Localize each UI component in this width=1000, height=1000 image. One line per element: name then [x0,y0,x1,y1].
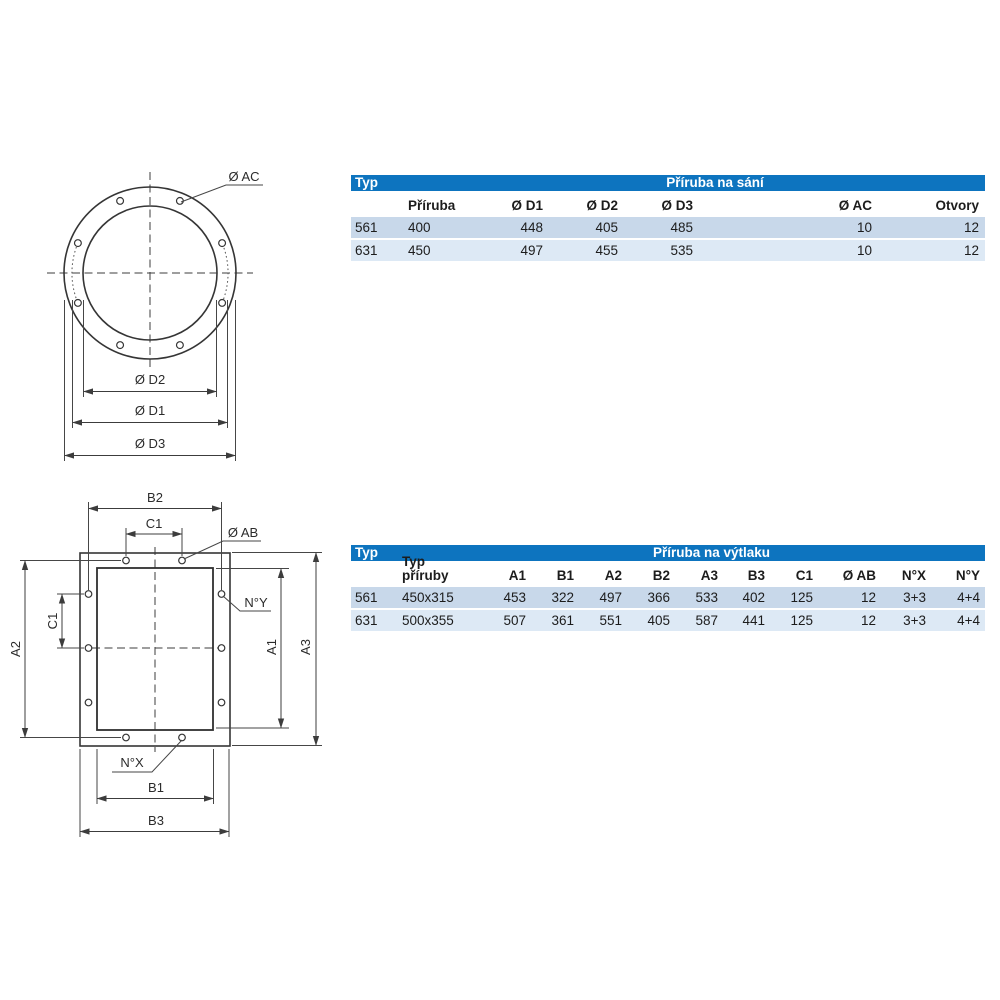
cell-ab: 12 [860,612,876,628]
cell-typ: 631 [355,612,378,628]
dim-label-ny: N°Y [244,595,268,610]
dim-label-ab: Ø AB [227,525,259,540]
table-row-561 [351,217,985,238]
table-typ-label: Typ [355,175,378,191]
bolt-hole [123,734,130,741]
table-title: Příruba na sání [666,175,764,191]
cell-typ-priruby: 450x315 [402,589,454,605]
col-header-b2: B2 [652,567,670,583]
dim-label-b1: B1 [148,780,164,795]
bolt-hole [117,198,124,205]
dim-label-c1-top: C1 [145,516,163,531]
col-header-typ-priruby: Typ příruby [402,554,449,583]
cell-priruba: 400 [408,219,431,235]
table-column-header-row [351,554,985,586]
table-row-631 [351,610,985,631]
cell-typ: 631 [355,242,378,258]
cell-nx: 3+3 [903,612,926,628]
col-header-ny: N°Y [955,567,980,583]
dim-label-c1-left: C1 [45,612,60,630]
dim-label-nx: N°X [120,755,144,770]
cell-d1: 497 [520,242,543,258]
cell-a1: 507 [503,612,526,628]
bolt-hole [75,300,82,307]
col-header-nx: N°X [901,567,926,583]
cell-otvory: 12 [963,219,979,235]
rect-flange-diagram [8,490,322,837]
cell-b2: 366 [647,589,670,605]
dim-label-a2: A2 [8,641,23,657]
dim-label-a3: A3 [298,639,313,655]
dim-label-b3: B3 [148,813,164,828]
dim-label-d3: Ø D3 [134,436,166,451]
dim-label-ac: Ø AC [228,169,260,184]
bolt-hole [123,557,130,564]
cell-a1: 453 [503,589,526,605]
dim-label-d1: Ø D1 [134,403,166,418]
cell-typ: 561 [355,589,378,605]
cell-ac: 10 [856,219,872,235]
cell-d3: 535 [670,242,693,258]
cell-a2: 497 [599,589,622,605]
dim-label-a1: A1 [264,639,279,655]
table-row-631 [351,240,985,261]
bolt-hole [179,557,186,564]
cell-ab: 12 [860,589,876,605]
col-header-a1: A1 [508,567,526,583]
col-header-b3: B3 [747,567,765,583]
circular-flange-diagram [47,169,263,461]
cell-nx: 3+3 [903,589,926,605]
cell-ac: 10 [856,242,872,258]
table-priruba-na-sani [351,175,985,261]
cell-priruba: 450 [408,242,431,258]
cell-otvory: 12 [963,242,979,258]
cell-c1: 125 [790,589,813,605]
cell-d1: 448 [520,219,543,235]
bolt-hole [85,645,92,652]
table-priruba-na-vytlaku [351,545,985,631]
table-title: Příruba na výtlaku [652,545,771,561]
bolt-hole [85,591,92,598]
cell-typ: 561 [355,219,378,235]
table-column-header-row [351,191,985,216]
col-header-b1: B1 [556,567,574,583]
cell-typ-priruby: 500x355 [402,612,454,628]
cell-a3: 587 [695,612,718,628]
bolt-hole [177,198,184,205]
bolt-hole [177,342,184,349]
bolt-hole [219,300,226,307]
col-header-d3: Ø D3 [661,197,693,213]
cell-a3: 533 [695,589,718,605]
table-typ-label: Typ [355,545,378,561]
cell-b1: 361 [551,612,574,628]
cell-d2: 455 [595,242,618,258]
col-header-ac: Ø AC [838,197,872,213]
bolt-hole [218,645,225,652]
cell-b3: 402 [742,589,765,605]
cell-a2: 551 [599,612,622,628]
leader-ab [184,541,261,559]
col-header-a2: A2 [604,567,622,583]
cell-b2: 405 [647,612,670,628]
table-row-561 [351,587,985,608]
bolt-hole [75,240,82,247]
cell-b1: 322 [551,589,574,605]
col-header-priruba: Příruba [408,197,456,213]
bolt-hole [117,342,124,349]
dim-label-d2: Ø D2 [134,372,166,387]
col-header-d2: Ø D2 [586,197,618,213]
bolt-hole [218,699,225,706]
col-header-a3: A3 [700,567,718,583]
bolt-hole [179,734,186,741]
cell-d2: 405 [595,219,618,235]
cell-d3: 485 [670,219,693,235]
table-title-bar [351,175,985,191]
col-header-d1: Ø D1 [511,197,543,213]
col-header-c1: C1 [795,567,813,583]
cell-c1: 125 [790,612,813,628]
col-header-otvory: Otvory [935,197,979,213]
dim-label-b2: B2 [147,490,163,505]
bolt-hole [219,240,226,247]
col-header-ab: Ø AB [842,567,876,583]
cell-ny: 4+4 [957,589,980,605]
cell-ny: 4+4 [957,612,980,628]
cell-b3: 441 [742,612,765,628]
bolt-hole [85,699,92,706]
